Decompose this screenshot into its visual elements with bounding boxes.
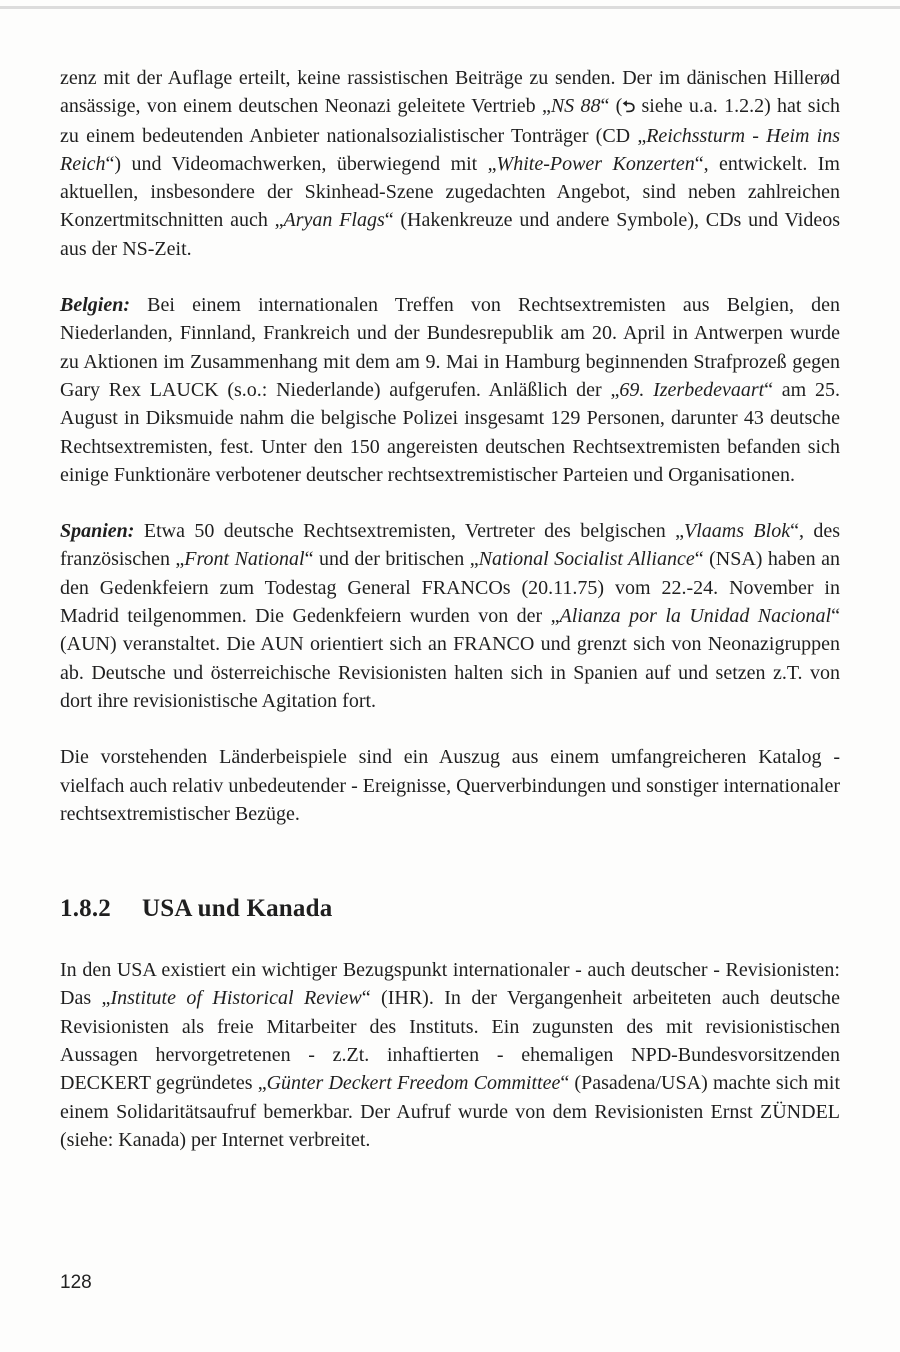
paragraph-spanien: Spanien: Etwa 50 deutsche Rechtsextremisten, Vertreter des belgischen „Vlaams Blok“, des französischen „Front National“ und der britischen „National Socialist Alliance“ (NSA) haben an den Gedenkfeiern zum Todestag General FRANCOs (20.11.75) vom 22.-24. November in Madrid teilgenommen. Die Gedenkfeiern wurden von der „Alianza por la Unidad Nacional“ (AUN) veranstaltet. Die AUN orientiert sich an FRANCO und grenzt sich von Neonazigruppen ab. Deutsche und österreichische Revisionisten halten sich in Spanien auf und setzen z.T. von dort ihre revisionistische Agitation fort.	[60, 520, 841, 712]
italic-term: White-Power Konzerten	[496, 152, 695, 175]
page-number: 128	[60, 1272, 92, 1293]
paragraph-belgien: Belgien: Bei einem internationalen Treffen von Rechtsextremisten aus Belgien, den Niederlanden, Finnland, Frankreich und der Bundesrepublik am 20. April in Antwerpen wurde zu Aktionen im Zusammenhang mit dem am 9. Mai in Hamburg beginnenden Strafprozeß gegen Gary Rex LAUCK (s.o.: Niederlande) aufgerufen. Anläßlich der „69. Izerbedevaart“ am 25. August in Diksmuide nahm die belgische Polizei insgesamt 129 Personen, darunter 43 deutsche Rechtsextremisten, fest. Unter den 150 angereisten deutschen Rechtsextremisten befanden sich einige Funktionäre verbotener deutscher rechtsextremistischer Parteien und Organisationen.	[60, 294, 840, 486]
country-lead: Spanien:	[60, 520, 135, 543]
page-body	[60, 64, 840, 1154]
italic-term: Institute of Historical Review	[110, 987, 362, 1010]
italic-term: 69. Izerbedevaart	[619, 378, 765, 401]
section-heading	[60, 892, 840, 926]
italic-term: Front National	[184, 548, 305, 571]
paragraph-usa: In den USA existiert ein wichtiger Bezugspunkt internationaler - auch deutscher - Revisionisten: Das „Institute of Historical Review“ (IHR). In der Vergangenheit arbeiteten auch deutsche Revisionisten als freie Mitarbeiter des Instituts. Ein zugunsten des mit revisionistischen Aussagen hervorgetretenen - z.Zt. inhaftierten - ehemaligen NPD-Bundesvorsitzenden DECKERT gegründetes „Günter Deckert Freedom Committee“ (Pasadena/USA) machte sich mit einem Solidaritätsaufruf bemerkbar. Der Aufruf wurde von dem Revisionisten Ernst ZÜNDEL (siehe: Kanada) per Internet verbreitet.	[60, 959, 841, 1151]
italic-term: Alianza por la Unidad Nacional	[559, 605, 832, 628]
italic-term: Aryan Flags	[283, 209, 385, 232]
section-title: USA und Kanada	[142, 895, 333, 923]
italic-term: NS 88	[550, 95, 601, 118]
page-top-border	[0, 6, 900, 9]
arrow-icon: ⮌	[622, 97, 636, 117]
section-number: 1.8.2	[60, 895, 111, 923]
italic-term: Günter Deckert Freedom Committee	[266, 1072, 561, 1095]
paragraph-summary: Die vorstehenden Länderbeispiele sind ein Auszug aus einem umfangreicheren Katalog - vielfach auch relativ unbedeutender - Ereignisse, Querverbindungen und sonstiger internationaler rechtsextremistischer Bezüge.	[60, 746, 840, 825]
italic-term: Vlaams Blok	[684, 520, 791, 543]
italic-term: National Socialist Alliance	[478, 548, 695, 571]
italic-term: Reichssturm - Heim ins Reich	[60, 124, 840, 175]
country-lead: Belgien:	[60, 294, 130, 317]
paragraph-vertrieb: zenz mit der Auflage erteilt, keine rassistischen Beiträge zu senden. Der im dänischen Hillerød ansässige, von einem deutschen Neonazi geleitete Vertrieb „NS 88“ (⮌ siehe u.a. 1.2.2) hat sich zu einem bedeutenden Anbieter nationalsozialistischer Tonträger (CD „Reichssturm - Heim ins Reich“) und Videomachwerken, überwiegend mit „White-Power Konzerten“, entwickelt. Im aktuellen, insbesondere der Skinhead-Szene zugedachten Angebot, sind neben zahlreichen Konzertmitschnitten auch „Aryan Flags“ (Hakenkreuze und andere Symbole), CDs und Videos aus der NS-Zeit.	[60, 67, 841, 260]
